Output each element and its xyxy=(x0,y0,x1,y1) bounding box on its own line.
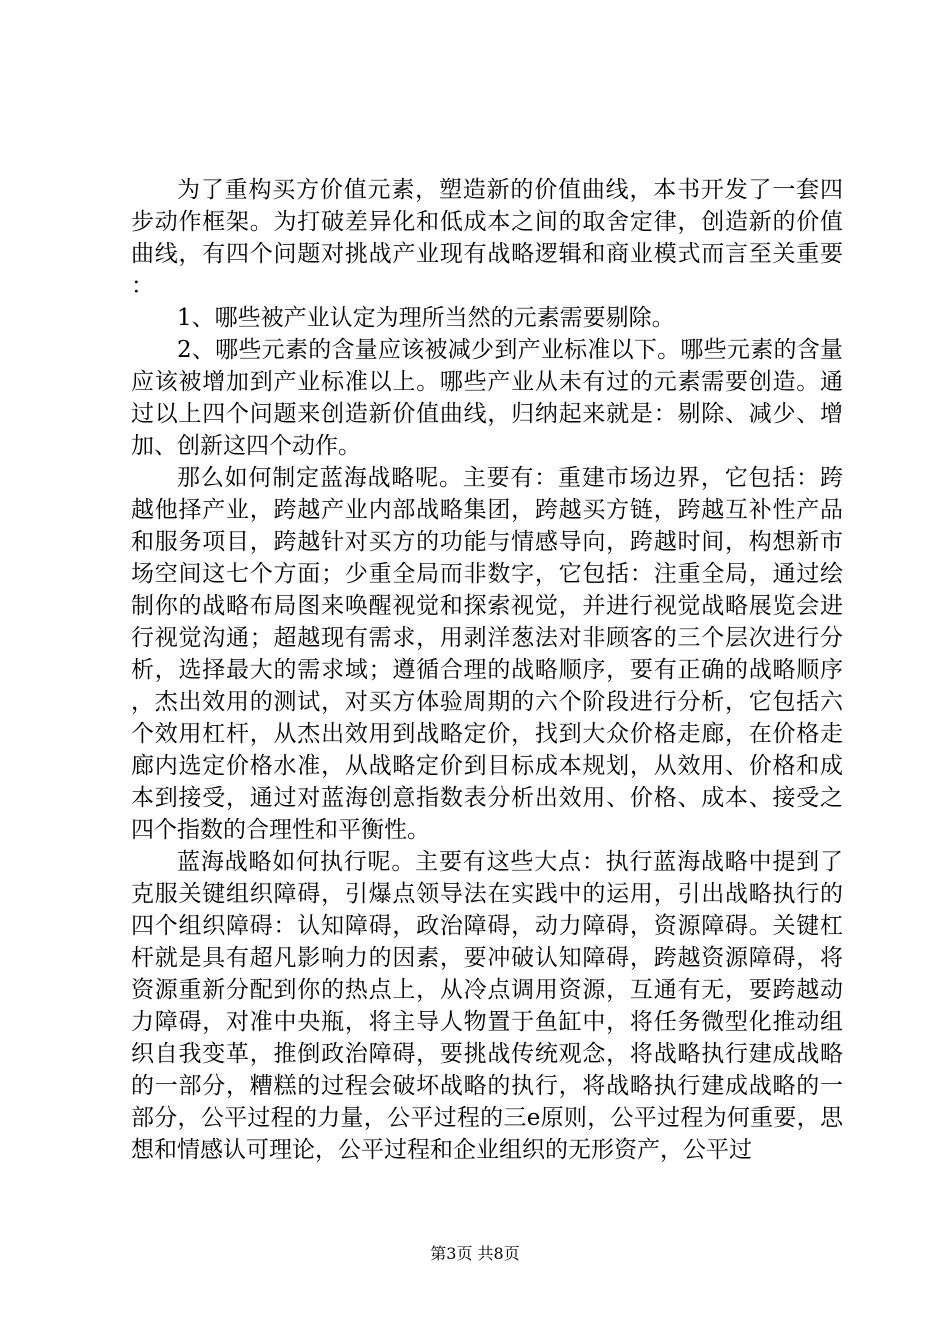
paragraph-strategy-formulation: 那么如何制定蓝海战略呢。主要有：重建市场边界，它包括：跨越他择产业，跨越产业内部战略集团，跨越买方链，跨越互补性产品和服务项目，跨越针对买方的功能与情感导向，跨越时间，构想新市场空间这七个方面；少重全局而非数字，它包括：注重全局，通过绘制你的战略布局图来唤醒视觉和探索视觉，并进行视觉战略展览会进行视觉沟通；超越现有需求，用剥洋葱法对非顾客的三个层次进行分析，选择最大的需求域；遵循合理的战略顺序，要有正确的战略顺序，杰出效用的测试，对买方体验周期的六个阶段进行分析，它包括六个效用杠杆，从杰出效用到战略定价，找到大众价格走廊，在价格走廊内选定价格水准，从战略定价到目标成本规划，从效用、价格和成本到接受，通过对蓝海创意指数表分析出效用、价格、成本、接受之四个指数的合理性和平衡性。 xyxy=(131,465,843,843)
paragraph-intro: 为了重构买方价值元素，塑造新的价值曲线，本书开发了一套四步动作框架。为打破差异化和低成本之间的取舍定律，创造新的价值曲线，有四个问题对挑战产业现有战略逻辑和商业模式而言至关重要： xyxy=(131,177,843,299)
paragraph-item-1: 1、哪些被产业认定为理所当然的元素需要剔除。 xyxy=(177,305,675,331)
paragraph-strategy-execution: 蓝海战略如何执行呢。主要有这些大点：执行蓝海战略中提到了克服关键组织障碍，引爆点领导法在实践中的运用，引出战略执行的四个组织障碍：认知障碍，政治障碍，动力障碍，资源障碍。关键杠杆就是具有超凡影响力的因素，要冲破认知障碍，跨越资源障碍，将资源重新分配到你的热点上，从冷点调用资源，互通有无，要跨越动力障碍，对准中央瓶，将主导人物置于鱼缸中，将任务微型化推动组织自我变革，推倒政治障碍，要挑战传统观念，将战略执行建成战略的一部分，糟糕的过程会破坏战略的执行，将战略执行建成战略的一部分，公平过程的力量，公平过程的三e原则，公平过程为何重要，思想和情感认可理论，公平过程和企业组织的无形资产，公平过 xyxy=(131,849,843,1163)
document-body xyxy=(131,174,843,1166)
paragraph-item-2: 2、哪些元素的含量应该被减少到产业标准以下。哪些元素的含量应该被增加到产业标准以上。哪些产业从未有过的元素需要创造。通过以上四个问题来创造新价值曲线，归纳起来就是：剔除、减少、增加、创新这四个动作。 xyxy=(131,337,843,459)
page-number-footer: 第3页 共8页 xyxy=(430,1244,520,1263)
